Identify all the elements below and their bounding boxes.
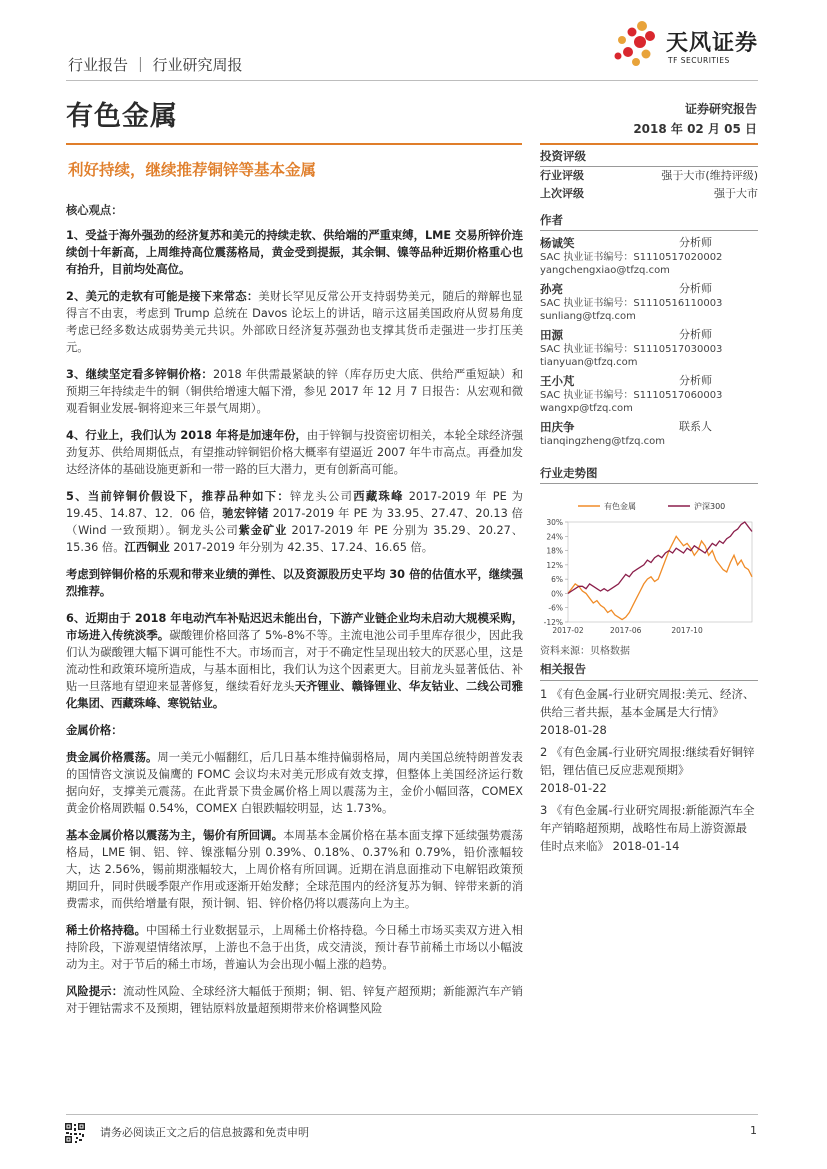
rating-heading: 投资评级 (540, 148, 758, 167)
chart-source: 资料来源：贝格数据 (540, 646, 630, 657)
report-date: 2018 年 02 月 05 日 (633, 122, 757, 136)
page-number: 1 (750, 1124, 757, 1137)
brand-name-en: TF SECURITIES (668, 56, 730, 65)
y-tick-label: 24% (546, 532, 563, 542)
header-divider (66, 80, 758, 81)
x-tick-label: 2017-02 (552, 626, 584, 634)
title-divider (66, 143, 522, 145)
authors-heading: 作者 (540, 212, 758, 231)
related-heading: 相关报告 (540, 660, 758, 681)
y-tick-label: 30% (546, 518, 563, 527)
brand-name: 天风证券 (666, 31, 759, 56)
author-entry: 王小芃 分析师 SAC 执业证书编号：S1110517060003 wangxp@tfzq.com (540, 373, 758, 415)
author-email[interactable]: yangchengxiao@tfzq.com (540, 265, 670, 276)
related-report-item[interactable]: 3 《有色金属-行业研究周报:新能源汽车全年产销略超预期，战略性布局上游资源最佳时点来临》 2018-01-14 (540, 803, 755, 853)
author-entry: 田源 分析师 SAC 执业证书编号：S1110517030003 tianyuan@tfzq.com (540, 327, 758, 369)
y-tick-label: -6% (548, 603, 563, 613)
x-tick-label: 2017-10 (671, 626, 703, 634)
sector-title: 有色金属 (66, 101, 178, 132)
paragraph-1: 1、受益于海外强劲的经济复苏和美元的持续走软、供给端的严重束缚，LME 交易所锌价连续创十年新高，上周维持高位震荡格局，黄金受到提振，其余铜、镍等品种近期价格重心也有抬升，目前均处高位。 (66, 229, 523, 276)
trend-heading: 行业走势图 (540, 465, 758, 484)
base-metal-paragraph: 基本金属价格以震荡为主，锡价有所回调。本周基本金属价格在基本面支撑下延续强势震荡格局，LME 铜、铝、锌、镍涨幅分别 0.39%、0.18%、0.37%和 0.79%，铅价涨幅较大，达 2.56%，锡前期涨幅较大，上周价格有所回调。近期在消息面推动下电解铝政策预期回升，同时供暖季限产作用或逐渐开始发酵；全球范围内的经济复苏为铜、锌带来新的消费需求，而供给增量有限，预计铜、铝、锌价格仍将以震荡向上为主。 (66, 829, 523, 910)
authors-section (540, 212, 758, 448)
author-email[interactable]: tianqingzheng@tfzq.com (540, 436, 665, 447)
author-entry: 杨诚笑 分析师 SAC 执业证书编号：S1110517020002 yangchengxiao@tfzq.com (540, 235, 758, 277)
report-subtitle: 利好持续，继续推荐铜锌等基本金属 (68, 161, 317, 179)
precious-metal-paragraph: 贵金属价格震荡。周一美元小幅翻红，后几日基本维持偏弱格局，周内美国总统特朗普发表的国情咨文演说及偏鹰的 FOMC 会议均未对美元形成有效支撑，但整体上美国经济运行数据向好，支撑美元震荡。在此背景下贵金属价格上周以震荡为主，金价小幅回落，COMEX 黄金价格周跌幅 0.54%，COMEX 白银跌幅较明显，达 1.73%。 (66, 751, 523, 815)
rating-row: 行业评级 强于大市(维持评级) (540, 169, 758, 182)
core-heading: 核心观点： (66, 204, 123, 217)
side-divider (540, 143, 758, 145)
legend-label: 有色金属 (604, 502, 636, 511)
report-type: 行业报告 ｜ 行业研究周报 (68, 56, 243, 74)
y-tick-label: 6% (551, 575, 563, 585)
paragraph-5-conclusion: 考虑到锌铜价格的乐观和带来业绩的弹性、以及资源股历史平均 30 倍的估值水平，继续强烈推荐。 (66, 568, 523, 598)
brand-logo (612, 20, 812, 70)
rare-earth-paragraph: 稀土价格持稳。中国稀土行业数据显示，上周稀土价格持稳。今日稀土市场买卖双方进入相持阶段，下游观望情绪浓厚，上游也不急于出货，成交清淡，预计春节前稀土市场以小幅波动为主。对于节后的稀土市场，普遍认为会出现小幅上涨的趋势。 (66, 924, 523, 971)
series-line-csi300 (568, 522, 752, 593)
author-email[interactable]: sunliang@tfzq.com (540, 311, 636, 322)
main-content (66, 202, 523, 1027)
y-tick-label: 18% (546, 546, 563, 556)
metal-price-heading: 金属价格： (66, 724, 123, 737)
rating-row: 上次评级 强于大市 (540, 187, 758, 200)
author-entry: 田庆争 联系人 tianqingzheng@tfzq.com (540, 419, 758, 448)
x-tick-label: 2017-06 (610, 626, 642, 634)
footer-disclaimer: 请务必阅读正文之后的信息披露和免责申明 (100, 1126, 309, 1139)
footer-divider (66, 1114, 758, 1115)
paragraph-6: 6、近期由于 2018 年电动汽车补贴迟迟未能出台，下游产业链企业均未启动大规模采购，市场进入传统淡季。碳酸锂价格回落了 5%-8%不等。主流电池公司手里库存很少，因此我们认为碳酸锂大幅下调可能性不大。市场而言，对于不确定性呈现出较大的厌恶心里，这是流动性和政策环境所造成，与基本面相比，我们认为这个因素更大。目前龙头显著低估、补贴一旦落地有望迎来显著修复，继续看好龙头天齐锂业、赣锋锂业、华友钴业、二线公司雅化集团、西藏珠峰、寒锐钴业。 (66, 612, 523, 710)
author-email[interactable]: wangxp@tfzq.com (540, 403, 633, 414)
paragraph-4: 4、行业上，我们认为 2018 年将是加速年份，由于锌铜与投资密切相关，本轮全球经济强劲复苏、供给周期低点，有望推动锌铜铝价格大概率有望逼近 2007 年牛市高点。再叠加发达经济体的基础设施更新和一带一路的巨大潜力，更有创新高可能。 (66, 429, 523, 476)
y-tick-label: 0% (551, 589, 563, 599)
author-entry: 孙亮 分析师 SAC 执业证书编号：S1110516110003 sunliang@tfzq.com (540, 281, 758, 323)
legend-label: 沪深300 (694, 502, 726, 511)
trend-chart (540, 484, 758, 634)
trend-chart-section (540, 465, 758, 657)
rating-section (540, 148, 758, 203)
related-reports (540, 660, 758, 855)
author-email[interactable]: tianyuan@tfzq.com (540, 357, 638, 368)
y-tick-label: -12% (543, 618, 563, 627)
qr-code-icon (64, 1122, 86, 1144)
report-kind: 证券研究报告 (684, 102, 757, 116)
plot-frame (568, 522, 752, 622)
paragraph-5: 5、当前锌铜价假设下，推荐品种如下：锌龙头公司西藏珠峰 2017-2019 年 PE 为 19.45、14.87、12．06 倍，驰宏锌锗 2017-2019 年 PE 为 33.95、27.47、20.13 倍（Wind 一致预期）。铜龙头公司紫金矿业 2017-2019 年 PE 分别为 35.29、20.27、15.36 倍。江西铜业 2017-2019 年分别为 42.35、17.24、16.65 倍。 (66, 490, 523, 554)
risk-paragraph: 风险提示：流动性风险、全球经济大幅低于预期；铜、铝、锌复产超预期；新能源汽车产销对于锂钴需求不及预期，锂钴原料放量超预期带来价格调整风险 (66, 985, 523, 1015)
related-report-item[interactable]: 2 《有色金属-行业研究周报:继续看好铜锌铝，锂估值已反应悲观预期》 2018-01-22 (540, 745, 755, 795)
y-tick-label: 12% (546, 560, 563, 570)
paragraph-2: 2、美元的走软有可能是接下来常态：美财长罕见反常公开支持弱势美元，随后的辩解也显得言不由衷，考虑到 Trump 总统在 Davos 论坛上的讲话，暗示这届美国政府从贸易角度考虑已经多数达成弱势美元共识。外部欧日经济复苏强劲也支撑其货币走强进一步打压美元。 (66, 290, 523, 354)
logo-dots-icon (612, 20, 664, 68)
related-report-item[interactable]: 1 《有色金属-行业研究周报:美元、经济、供给三者共振，基本金属是大行情》 2018-01-28 (540, 687, 755, 737)
paragraph-3: 3、继续坚定看多锌铜价格：2018 年供需最紧缺的锌（库存历史大底、供给严重短缺）和预期三年持续走牛的铜（铜供给增速大幅下滑，参见 2017 年 12 月 7 日报告：从宏观和微观看铜业发展-铜将迎来三年景气周期）。 (66, 368, 523, 415)
series-line-nonferrous (568, 536, 752, 619)
